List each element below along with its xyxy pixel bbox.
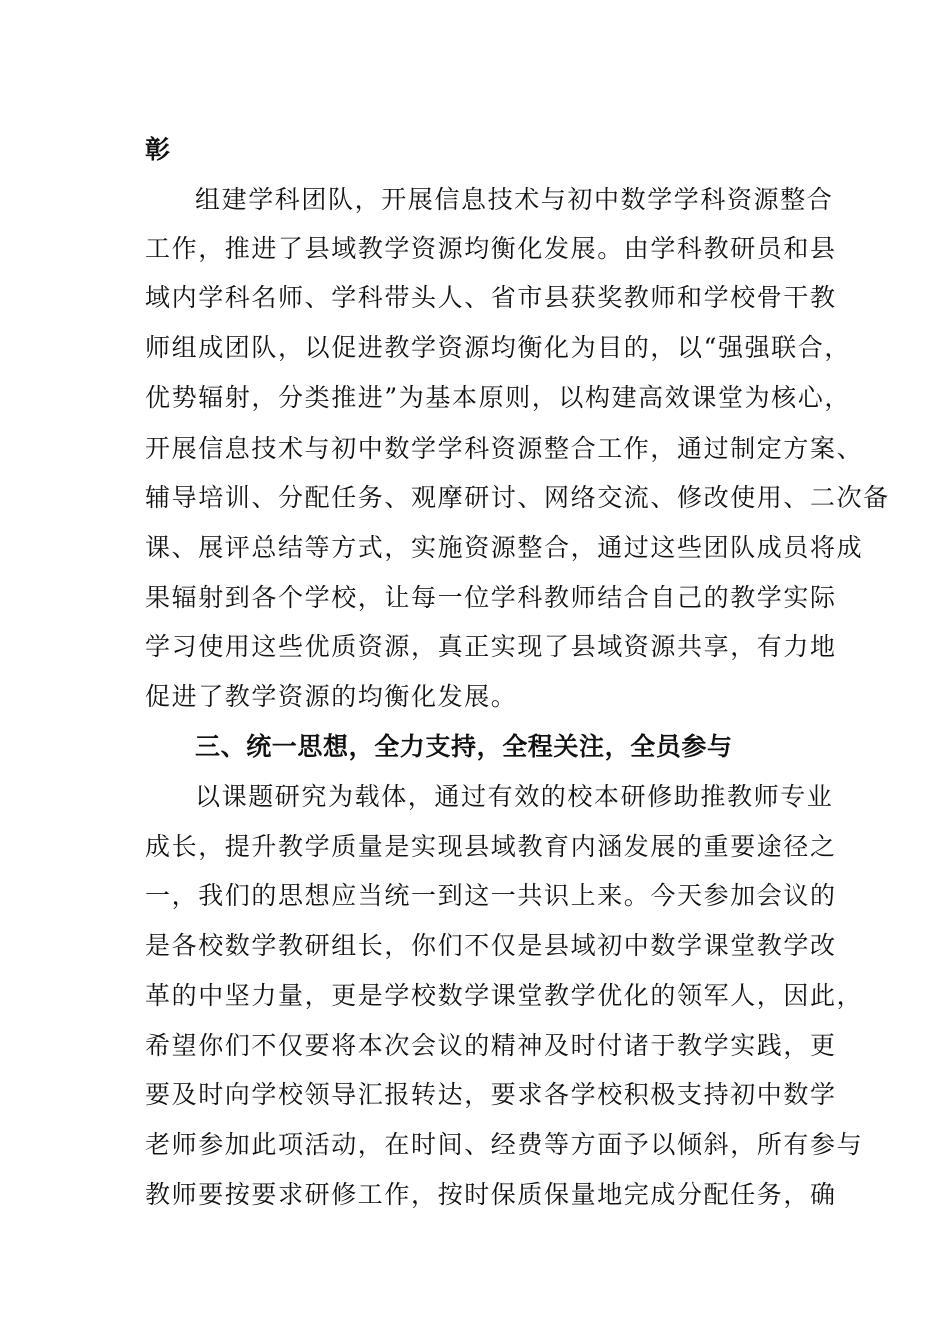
- paragraph-line: 以课题研究为载体，通过有效的校本研修助推教师专业: [195, 782, 834, 811]
- paragraph-line: 一，我们的思想应当统一到这一共识上来。今天参加会议的: [145, 881, 837, 910]
- continued-line-fragment: 彰: [145, 135, 172, 164]
- paragraph-line: 要及时向学校领导汇报转达，要求各学校积极支持初中数学: [145, 1080, 837, 1109]
- paragraph-line: 工作，推进了县域教学资源均衡化发展。由学科教研员和县: [145, 234, 837, 263]
- paragraph-line: 老师参加此项活动，在时间、经费等方面予以倾斜，所有参与: [145, 1130, 864, 1159]
- paragraph-line: 教师要按要求研修工作，按时保质保量地完成分配任务，确: [145, 1180, 837, 1209]
- paragraph-line: 是各校数学教研组长，你们不仅是县域初中数学课堂教学改: [145, 931, 837, 960]
- paragraph-line: 促进了教学资源的均衡化发展。: [145, 682, 518, 711]
- paragraph-line: 革的中坚力量，更是学校数学课堂教学优化的领军人，因此，: [145, 981, 864, 1010]
- paragraph-line: 师组成团队，以促进教学资源均衡化为目的，以“强强联合，: [145, 333, 851, 362]
- paragraph-line: 希望你们不仅要将本次会议的精神及时付诸于教学实践，更: [145, 1031, 837, 1060]
- paragraph-line: 域内学科名师、学科带头人、省市县获奖教师和学校骨干教: [145, 283, 837, 312]
- paragraph-line: 开展信息技术与初中数学学科资源整合工作，通过制定方案、: [145, 434, 864, 463]
- section-heading: 三、统一思想，全力支持，全程关注，全员参与: [195, 732, 733, 761]
- paragraph-line: 组建学科团队，开展信息技术与初中数学学科资源整合: [195, 185, 834, 214]
- paragraph-line: 成长，提升教学质量是实现县域教育内涵发展的重要途径之: [145, 832, 837, 861]
- paragraph-line: 辅导培训、分配任务、观摩研讨、网络交流、修改使用、二次备: [145, 483, 890, 512]
- paragraph-line: 学习使用这些优质资源，真正实现了县域资源共享，有力地: [145, 632, 837, 661]
- paragraph-line: 优势辐射，分类推进”为基本原则，以构建高效课堂为核心，: [145, 383, 851, 412]
- paragraph-line: 课、展评总结等方式，实施资源整合，通过这些团队成员将成: [145, 533, 864, 562]
- paragraph-line: 果辐射到各个学校，让每一位学科教师结合自己的教学实际: [145, 583, 837, 612]
